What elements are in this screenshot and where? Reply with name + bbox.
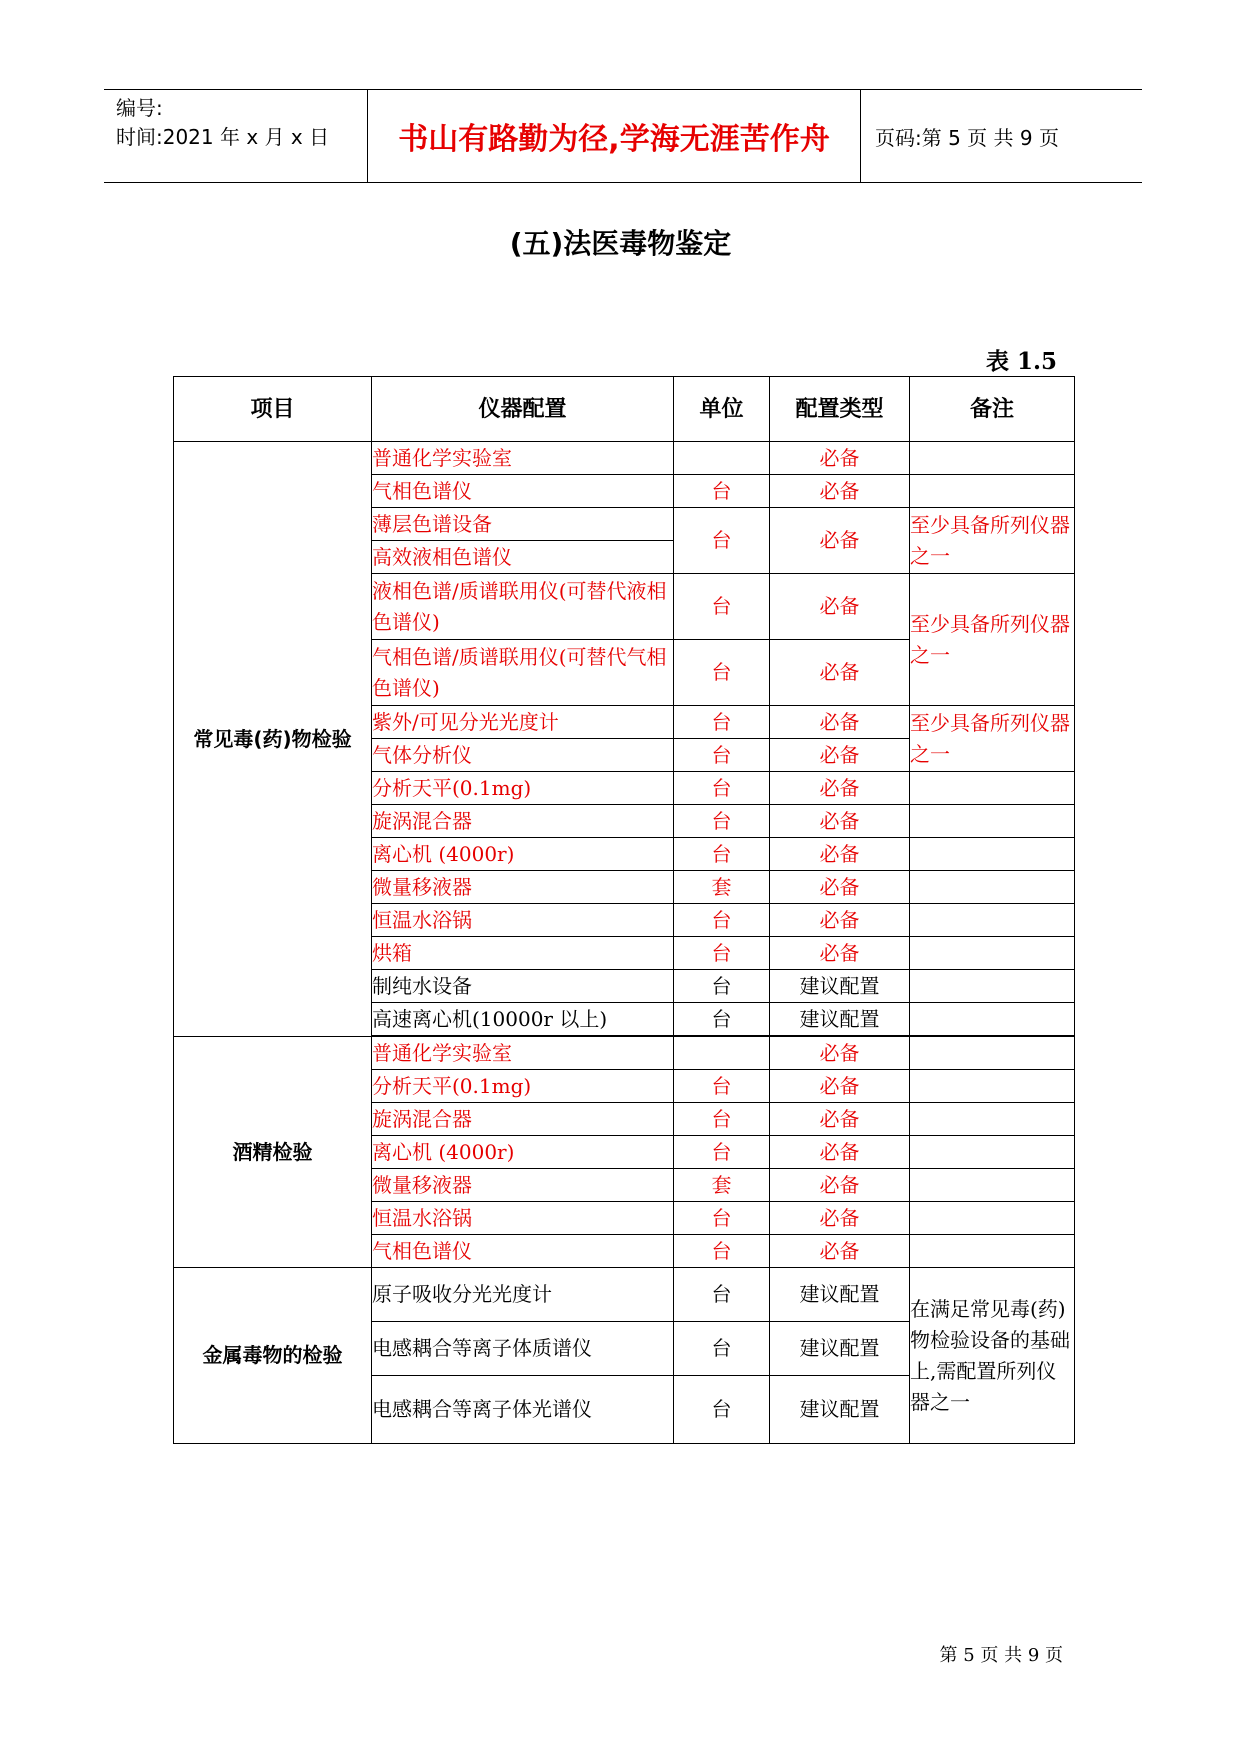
type-cell: 必备 <box>770 574 910 640</box>
section-title: (五)法医毒物鉴定 <box>509 227 732 260</box>
remark-cell <box>910 871 1075 904</box>
unit-cell: 台 <box>674 574 770 640</box>
instrument-cell: 旋涡混合器 <box>372 1103 674 1136</box>
col-header-instrument: 仪器配置 <box>372 377 674 442</box>
table-number: 表 1.5 <box>985 348 1057 375</box>
unit-cell: 台 <box>674 805 770 838</box>
remark-cell <box>910 772 1075 805</box>
type-cell: 建议配置 <box>770 1322 910 1376</box>
type-cell: 必备 <box>770 805 910 838</box>
remark-cell <box>910 970 1075 1003</box>
unit-cell: 台 <box>674 1003 770 1036</box>
type-cell: 建议配置 <box>770 1268 910 1322</box>
instrument-cell: 气相色谱/质谱联用仪(可替代气相色谱仪) <box>372 640 674 706</box>
instrument-cell: 普通化学实验室 <box>372 442 674 475</box>
unit-cell: 台 <box>674 904 770 937</box>
instrument-cell: 气相色谱仪 <box>372 475 674 508</box>
group-common-toxicants: 常见毒(药)物检验 <box>174 442 372 1037</box>
unit-cell: 台 <box>674 640 770 706</box>
page-footer: 第 5 页 共 9 页 <box>939 1645 1063 1666</box>
col-header-remark: 备注 <box>910 377 1075 442</box>
remark-cell <box>910 805 1075 838</box>
table-row <box>174 1268 1075 1322</box>
unit-cell: 台 <box>674 475 770 508</box>
remark-cell <box>910 1235 1075 1268</box>
type-cell: 必备 <box>770 1103 910 1136</box>
remark-cell <box>910 1003 1075 1036</box>
unit-cell: 台 <box>674 706 770 739</box>
remark-cell <box>910 1037 1075 1070</box>
remark-cell: 至少具备所列仪器之一 <box>910 508 1075 574</box>
table-row <box>174 442 1075 475</box>
instrument-cell: 气体分析仪 <box>372 739 674 772</box>
unit-cell: 台 <box>674 1235 770 1268</box>
instrument-cell: 微量移液器 <box>372 871 674 904</box>
type-cell: 必备 <box>770 475 910 508</box>
type-cell: 必备 <box>770 1070 910 1103</box>
instrument-cell: 普通化学实验室 <box>372 1037 674 1070</box>
type-cell: 必备 <box>770 871 910 904</box>
unit-cell: 台 <box>674 772 770 805</box>
remark-cell <box>910 937 1075 970</box>
remark-cell <box>910 1136 1075 1169</box>
instrument-cell: 原子吸收分光光度计 <box>372 1268 674 1322</box>
unit-cell: 台 <box>674 1136 770 1169</box>
table-header-row <box>174 377 1075 442</box>
instrument-cell: 分析天平(0.1mg) <box>372 1070 674 1103</box>
instrument-cell: 薄层色谱设备 <box>372 508 674 541</box>
group-alcohol: 酒精检验 <box>174 1037 372 1268</box>
remark-cell: 至少具备所列仪器之一 <box>910 706 1075 772</box>
unit-cell: 台 <box>674 970 770 1003</box>
time-label: 时间:2021 年 x 月 x 日 <box>116 125 330 149</box>
type-cell: 必备 <box>770 904 910 937</box>
instrument-cell: 旋涡混合器 <box>372 805 674 838</box>
col-header-unit: 单位 <box>674 377 770 442</box>
instrument-cell: 液相色谱/质谱联用仪(可替代液相色谱仪) <box>372 574 674 640</box>
page-info: 页码:第 5 页 共 9 页 <box>875 125 1059 150</box>
type-cell: 必备 <box>770 1202 910 1235</box>
remark-cell <box>910 1070 1075 1103</box>
instrument-cell: 烘箱 <box>372 937 674 970</box>
type-cell: 必备 <box>770 508 910 574</box>
header-meta <box>104 90 368 182</box>
type-cell: 建议配置 <box>770 1003 910 1036</box>
unit-cell: 台 <box>674 1202 770 1235</box>
remark-cell <box>910 442 1075 475</box>
remark-cell: 在满足常见毒(药)物检验设备的基础上,需配置所列仪器之一 <box>910 1268 1075 1444</box>
remark-cell <box>910 1169 1075 1202</box>
motto: 书山有路勤为径,学海无涯苦作舟 <box>368 90 861 182</box>
type-cell: 必备 <box>770 772 910 805</box>
page-header <box>104 89 1142 183</box>
instrument-cell: 电感耦合等离子体质谱仪 <box>372 1322 674 1376</box>
number-label: 编号: <box>116 96 163 120</box>
instrument-cell: 电感耦合等离子体光谱仪 <box>372 1376 674 1444</box>
unit-cell: 套 <box>674 1169 770 1202</box>
type-cell: 必备 <box>770 1037 910 1070</box>
remark-cell <box>910 475 1075 508</box>
instrument-cell: 高效液相色谱仪 <box>372 541 674 574</box>
type-cell: 建议配置 <box>770 1376 910 1444</box>
instrument-cell: 紫外/可见分光光度计 <box>372 706 674 739</box>
instrument-cell: 离心机 (4000r) <box>372 838 674 871</box>
unit-cell: 台 <box>674 739 770 772</box>
type-cell: 必备 <box>770 640 910 706</box>
unit-cell: 台 <box>674 937 770 970</box>
instrument-cell: 恒温水浴锅 <box>372 1202 674 1235</box>
type-cell: 必备 <box>770 838 910 871</box>
instrument-cell: 高速离心机(10000r 以上) <box>372 1003 674 1036</box>
unit-cell <box>674 442 770 475</box>
unit-cell: 套 <box>674 871 770 904</box>
type-cell: 必备 <box>770 1136 910 1169</box>
unit-cell: 台 <box>674 1070 770 1103</box>
instrument-cell: 恒温水浴锅 <box>372 904 674 937</box>
remark-cell <box>910 1103 1075 1136</box>
type-cell: 必备 <box>770 1235 910 1268</box>
remark-cell: 至少具备所列仪器之一 <box>910 574 1075 706</box>
unit-cell <box>674 1037 770 1070</box>
col-header-project: 项目 <box>174 377 372 442</box>
type-cell: 必备 <box>770 442 910 475</box>
remark-cell <box>910 1202 1075 1235</box>
instrument-cell: 气相色谱仪 <box>372 1235 674 1268</box>
instrument-cell: 分析天平(0.1mg) <box>372 772 674 805</box>
type-cell: 建议配置 <box>770 970 910 1003</box>
unit-cell: 台 <box>674 838 770 871</box>
type-cell: 必备 <box>770 706 910 739</box>
table-row <box>174 1037 1075 1070</box>
unit-cell: 台 <box>674 508 770 574</box>
type-cell: 必备 <box>770 937 910 970</box>
instrument-cell: 制纯水设备 <box>372 970 674 1003</box>
type-cell: 必备 <box>770 1169 910 1202</box>
equipment-table <box>173 376 1075 1444</box>
remark-cell <box>910 838 1075 871</box>
remark-cell <box>910 904 1075 937</box>
unit-cell: 台 <box>674 1376 770 1444</box>
instrument-cell: 离心机 (4000r) <box>372 1136 674 1169</box>
col-header-type: 配置类型 <box>770 377 910 442</box>
instrument-cell: 微量移液器 <box>372 1169 674 1202</box>
unit-cell: 台 <box>674 1322 770 1376</box>
type-cell: 必备 <box>770 739 910 772</box>
group-metal-toxicants: 金属毒物的检验 <box>174 1268 372 1444</box>
unit-cell: 台 <box>674 1268 770 1322</box>
unit-cell: 台 <box>674 1103 770 1136</box>
